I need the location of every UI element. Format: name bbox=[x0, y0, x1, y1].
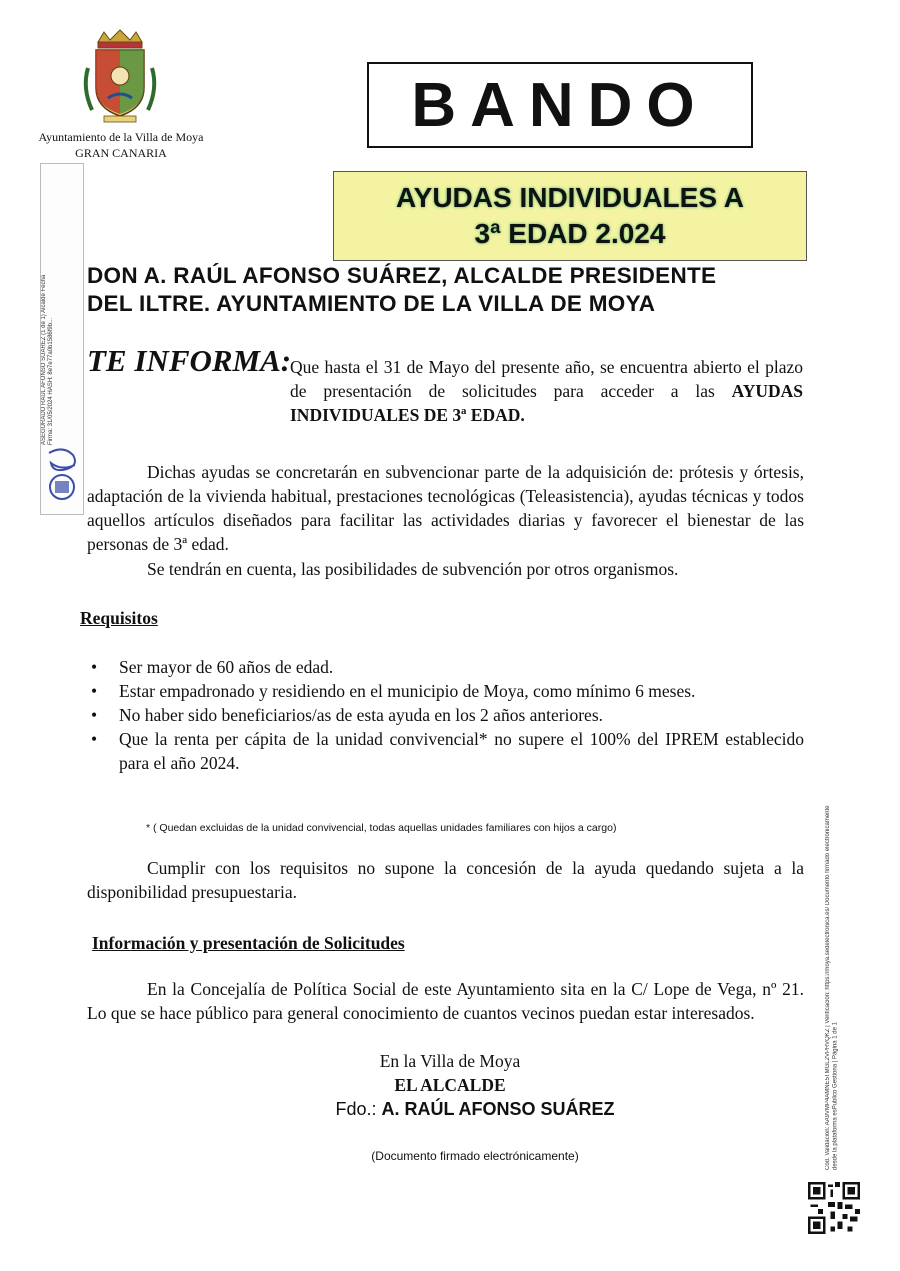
paragraph-otros-organismos: Se tendrán en cuenta, las posibilidades de subvención por otros organismos. bbox=[147, 559, 679, 579]
requisito-text: Que la renta per cápita de la unidad convivencial* no supere el 100% del IPREM establecido para el año 2024. bbox=[119, 729, 804, 773]
coat-of-arms-icon bbox=[78, 28, 162, 128]
electronic-signature-note: (Documento firmado electrónicamente) bbox=[371, 1149, 579, 1163]
paragraph-ayudas-detail: Dichas ayudas se concretarán en subvencionar parte de la adquisición de: prótesis y órtesis, adaptación de la vivienda habitual, prestaciones tecnológicas (Teleasistencia), ayudas técnicas y todos aquellos artículos diseñados para facilitar las actividades diarias y favorecer el bienestar de las personas de 3ª edad. bbox=[87, 462, 804, 554]
qr-code-icon bbox=[808, 1182, 860, 1234]
mayor-heading bbox=[87, 262, 827, 318]
ayudas-title-line1: AYUDAS INDIVIDUALES A bbox=[396, 182, 744, 213]
requisito-text: Estar empadronado y residiendo en el municipio de Moya, como mínimo 6 meses. bbox=[119, 681, 696, 701]
verification-text: Cód. Validación: AA9VMP4AMNE5TMGL2VPRVQKZ | Verificación: https://moya.sedelectronica.es/ Documento firmado electrónicamente desde la plataforma esPublico Gestiona | Página 1 de 1 bbox=[825, 805, 839, 1170]
list-item bbox=[87, 703, 804, 727]
requisitos-list bbox=[87, 655, 804, 775]
town-island: GRAN CANARIA bbox=[75, 146, 167, 160]
list-item bbox=[87, 655, 804, 679]
informa-text-bold: AYUDAS INDIVIDUALES DE 3ª EDAD. bbox=[290, 381, 803, 425]
signature-name bbox=[0, 1097, 900, 1121]
signature-prefix: Fdo.: bbox=[335, 1099, 382, 1119]
requisitos-footnote: * ( Quedan excluidas de la unidad convivencial, todas aquellas unidades familiares con hijos a cargo) bbox=[146, 822, 617, 834]
requisitos-title: Requisitos bbox=[80, 608, 158, 628]
signature-title: EL ALCALDE bbox=[394, 1075, 506, 1095]
mayor-heading-line2: DEL ILTRE. AYUNTAMIENTO DE LA VILLA DE MOYA bbox=[87, 291, 656, 316]
te-informa-label: TE INFORMA: bbox=[87, 343, 292, 378]
signature-seal-icon bbox=[43, 443, 81, 503]
requisito-text: No haber sido beneficiarios/as de esta ayuda en los 2 años anteriores. bbox=[119, 705, 604, 725]
paragraph-disponibilidad: Cumplir con los requisitos no supone la concesión de la ayuda quedando sujeta a la disponibilidad presupuestaria. bbox=[87, 858, 804, 902]
signature-stamp-text: ASEGURADO RAÚL AFONSO SUÁREZ (1 de 1) Alcalde Fecha Firma: 31/05/2024 HASH: 8e7e77a0b1586f9b... bbox=[41, 274, 54, 445]
signature-place: En la Villa de Moya bbox=[379, 1051, 521, 1071]
town-name: Ayuntamiento de la Villa de Moya bbox=[38, 130, 204, 144]
paragraph-concejalia: En la Concejalía de Política Social de este Ayuntamiento sita en la C/ Lope de Vega, nº 21. Lo que se hace público para general conocimiento de cuantos vecinos puedan estar interesados. bbox=[87, 979, 804, 1023]
bullet-icon: • bbox=[91, 705, 98, 725]
signature-name-text: A. RAÚL AFONSO SUÁREZ bbox=[381, 1099, 615, 1119]
info-section-title: Información y presentación de Solicitudes bbox=[92, 933, 405, 953]
ayudas-title-box bbox=[333, 171, 807, 261]
requisito-text: Ser mayor de 60 años de edad. bbox=[119, 657, 334, 677]
bando-title-text: BANDO bbox=[411, 70, 709, 140]
mayor-heading-line1: DON A. RAÚL AFONSO SUÁREZ, ALCALDE PRESIDENTE bbox=[87, 263, 717, 288]
informa-text bbox=[290, 355, 803, 427]
bando-title bbox=[367, 62, 753, 148]
list-item bbox=[87, 727, 804, 775]
ayudas-title-line2: 3ª EDAD 2.024 bbox=[474, 218, 666, 249]
bullet-icon: • bbox=[91, 657, 98, 677]
bullet-icon: • bbox=[91, 729, 98, 749]
bullet-icon: • bbox=[91, 681, 98, 701]
informa-text-start: Que hasta el 31 de Mayo del presente año, se encuentra abierto el plazo de presentación de solicitudes para acceder a las bbox=[290, 357, 803, 401]
list-item bbox=[87, 679, 804, 703]
